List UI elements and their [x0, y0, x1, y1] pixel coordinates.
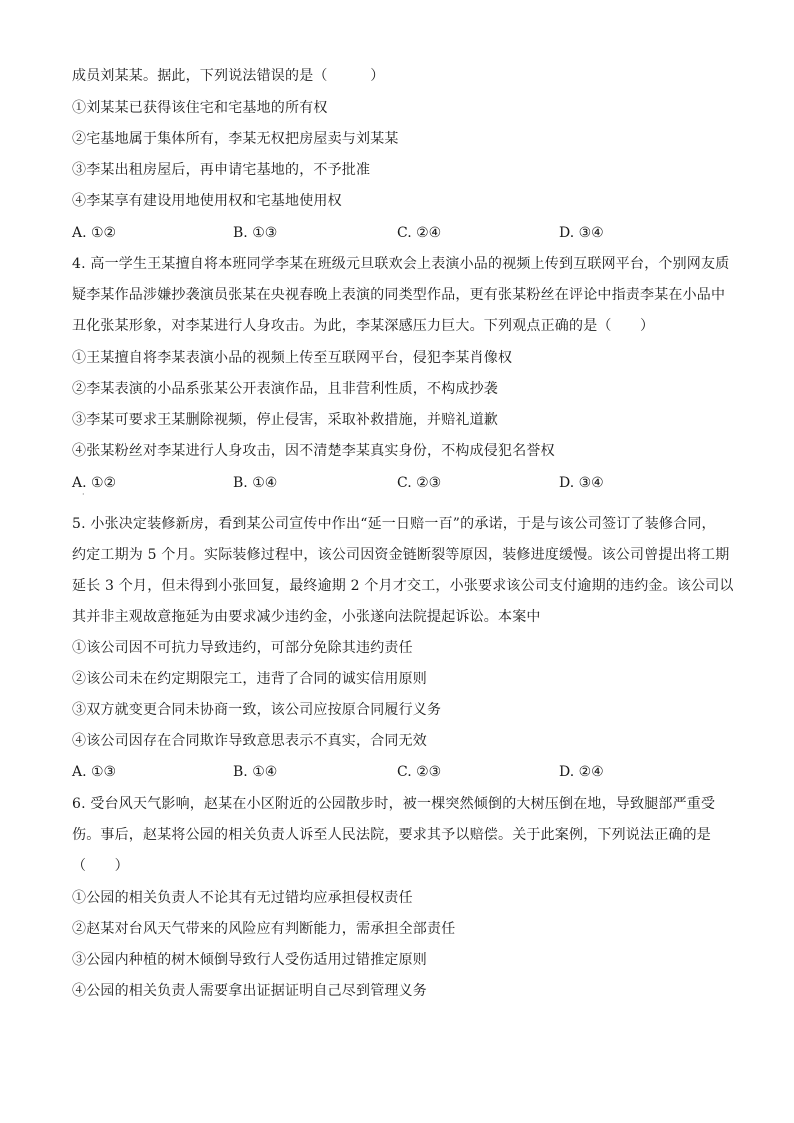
q5-statement-2: ②该公司未在约定期限完工，违背了合同的诚实信用原则: [72, 671, 427, 687]
q5-stem-line-3: 延长 3 个月，但未得到小张回复，最终逾期 2 个月才交工，小张要求该公司支付逾期的违约金。该公司以: [72, 578, 734, 594]
q3-statement-3: ③李某出租房屋后，再申请宅基地的，不予批准: [72, 162, 371, 178]
q4-option-c[interactable]: C. ②③: [397, 475, 442, 491]
q6-stem-line-2: 伤。事后，赵某将公园的相关负责人诉至人民法院，要求其予以赔偿。关于此案例，下列说法正确的是: [72, 827, 711, 843]
q3-statement-2: ②宅基地属于集体所有，李某无权把房屋卖与刘某某: [72, 131, 399, 147]
q4-stem-line-1: 4. 高一学生王某擅自将本班同学李某在班级元旦联欢会上表演小品的视频上传到互联网平台，个别网友质: [72, 256, 730, 272]
q5-statement-3: ③双方就变更合同未协商一致，该公司应按原合同履行义务: [72, 702, 442, 718]
q5-options: [72, 762, 732, 782]
q4-statement-2: ②李某表演的小品系张某公开表演作品，且非营利性质，不构成抄袭: [72, 381, 498, 397]
q5-stem-line-1: 5. 小张决定装修新房，看到某公司宣传中作出“延一日赔一百”的承诺，于是与该公司签订了装修合同，: [72, 516, 716, 532]
q5-option-c[interactable]: C. ②③: [397, 764, 442, 780]
q5-stem-line-4: 其并非主观故意拖延为由要求减少违约金，小张遂向法院提起诉讼。本案中: [72, 609, 541, 625]
q4-stem-line-3: 丑化张某形象，对李某进行人身攻击。为此，李某深感压力巨大。下列观点正确的是（ ）: [72, 318, 655, 334]
q5-stem-line-2: 约定工期为 5 个月。实际装修过程中，该公司因资金链断裂等原因，装修进度缓慢。该公司曾提出将工期: [72, 547, 730, 563]
q4-option-d[interactable]: D. ③④: [559, 475, 604, 491]
q4-options: [72, 473, 732, 493]
q4-option-b[interactable]: B. ①④: [233, 475, 278, 491]
q6-statement-2: ②赵某对台风天气带来的风险应有判断能力，需承担全部责任: [72, 921, 456, 937]
q3-option-b[interactable]: B. ①③: [233, 225, 278, 241]
q4-statement-4: ④张某粉丝对李某进行人身攻击，因不清楚李某真实身份，不构成侵犯名誉权: [72, 443, 555, 459]
q5-statement-4: ④该公司因存在合同欺诈导致意思表示不真实，合同无效: [72, 733, 427, 749]
q6-stem-line-3: （ ）: [72, 858, 129, 874]
q3-options: [72, 223, 732, 243]
q6-stem-line-1: 6. 受台风天气影响，赵某在小区附近的公园散步时，被一棵突然倾倒的大树压倒在地，导致腿部严重受: [72, 796, 716, 812]
q4-option-a[interactable]: A. ①②: [72, 475, 117, 491]
q5-option-a[interactable]: A. ①③: [72, 764, 117, 780]
q3-option-d[interactable]: D. ③④: [559, 225, 604, 241]
q6-statement-1: ①公园的相关负责人不论其有无过错均应承担侵权责任: [72, 890, 413, 906]
q5-option-d[interactable]: D. ②④: [559, 764, 604, 780]
q5-option-b[interactable]: B. ①④: [233, 764, 278, 780]
q4-statement-3: ③李某可要求王某删除视频，停止侵害，采取补救措施，并赔礼道歉: [72, 412, 498, 428]
q4-statement-1: ①王某擅自将李某表演小品的视频上传至互联网平台，侵犯李某肖像权: [72, 350, 513, 366]
q4-stem-line-2: 疑李某作品涉嫌抄袭演员张某在央视春晚上表演的同类型作品，更有张某粉丝在评论中指责李某在小品中: [72, 287, 726, 303]
q6-statement-3: ③公园内种植的树木倾倒导致行人受伤适用过错推定原则: [72, 952, 427, 968]
stray-dot-mark: ·: [82, 490, 85, 499]
q3-statement-1: ①刘某某已获得该住宅和宅基地的所有权: [72, 100, 328, 116]
q3-statement-4: ④李某享有建设用地使用权和宅基地使用权: [72, 193, 342, 209]
q6-statement-4: ④公园的相关负责人需要拿出证据证明自己尽到管理义务: [72, 983, 427, 999]
q3-stem-end: 成员刘某某。据此，下列说法错误的是（ ）: [72, 68, 385, 84]
q3-option-c[interactable]: C. ②④: [397, 225, 442, 241]
q3-option-a[interactable]: A. ①②: [72, 225, 117, 241]
q5-statement-1: ①该公司因不可抗力导致违约，可部分免除其违约责任: [72, 640, 413, 656]
